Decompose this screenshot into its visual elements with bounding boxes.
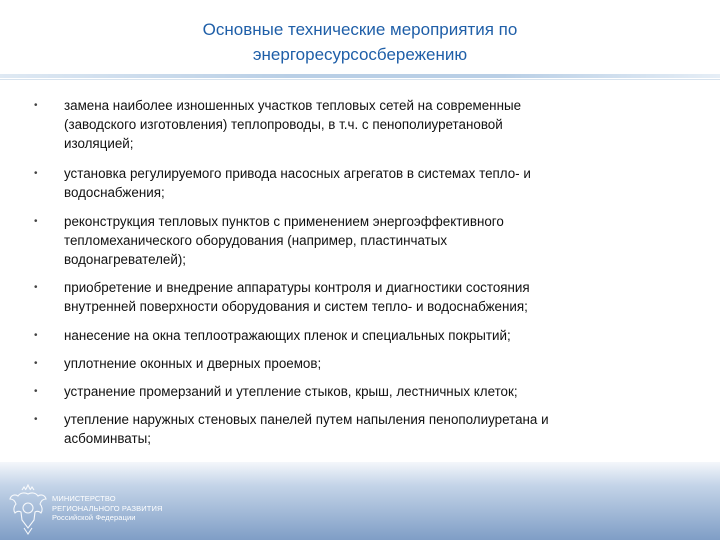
list-item-line: уплотнение оконных и дверных проемов; xyxy=(64,356,322,371)
list-item-text xyxy=(64,164,696,202)
list-item-line: реконструкция тепловых пунктов с применением энергоэффективного xyxy=(64,214,504,229)
list-item-text xyxy=(64,212,696,269)
list-item-text xyxy=(64,382,696,401)
ministry-line-3: Российской Федерации xyxy=(52,513,136,522)
list-item-line: (заводского изготовления) теплопроводы, в т.ч. с пенополиуретановой xyxy=(64,117,503,132)
title-line-2: энергоресурсосбережению xyxy=(252,45,468,64)
title-divider xyxy=(0,74,720,78)
list-item-text xyxy=(64,354,696,373)
bullet-icon: • xyxy=(34,414,38,425)
bullet-icon: • xyxy=(34,216,38,227)
list-item-line: водоснабжения; xyxy=(64,185,165,200)
title-divider-thin xyxy=(0,79,720,80)
ministry-caption xyxy=(52,494,182,523)
list-item-line: утепление наружных стеновых панелей путем напыления пенополиуретана и xyxy=(64,412,549,427)
list-item-text xyxy=(64,326,696,345)
list-item-text xyxy=(64,410,696,448)
title-line-1: Основные технические мероприятия по xyxy=(202,20,518,39)
list-item-line: изоляцией; xyxy=(64,136,134,151)
bullet-icon: • xyxy=(34,168,38,179)
list-item-line: водонагревателей); xyxy=(64,252,187,267)
list-item-line: замена наиболее изношенных участков тепловых сетей на современные xyxy=(64,98,522,113)
slide-title xyxy=(60,17,660,67)
list-item-line: устранение промерзаний и утепление стыков, крыш, лестничных клеток; xyxy=(64,384,518,399)
bullet-icon: • xyxy=(34,386,38,397)
list-item-line: приобретение и внедрение аппаратуры контроля и диагностики состояния xyxy=(64,280,530,295)
double-headed-eagle-icon xyxy=(6,484,50,536)
list-item-line: нанесение на окна теплоотражающих пленок и специальных покрытий; xyxy=(64,328,511,343)
list-item-text xyxy=(64,278,696,316)
list-item-line: внутренней поверхности оборудования и систем тепло- и водоснабжения; xyxy=(64,299,528,314)
list-item-line: тепломеханического оборудования (например, пластинчатых xyxy=(64,233,448,248)
bullet-icon: • xyxy=(34,358,38,369)
bullet-icon: • xyxy=(34,282,38,293)
bullet-icon: • xyxy=(34,100,38,111)
list-item-line: асбоминваты; xyxy=(64,431,151,446)
list-item-line: установка регулируемого привода насосных агрегатов в системах тепло- и xyxy=(64,166,531,181)
ministry-line-1: МИНИСТЕРСТВО xyxy=(52,494,116,503)
ministry-line-2: РЕГИОНАЛЬНОГО РАЗВИТИЯ xyxy=(52,503,163,513)
list-item-text xyxy=(64,96,696,153)
bullet-icon: • xyxy=(34,330,38,341)
